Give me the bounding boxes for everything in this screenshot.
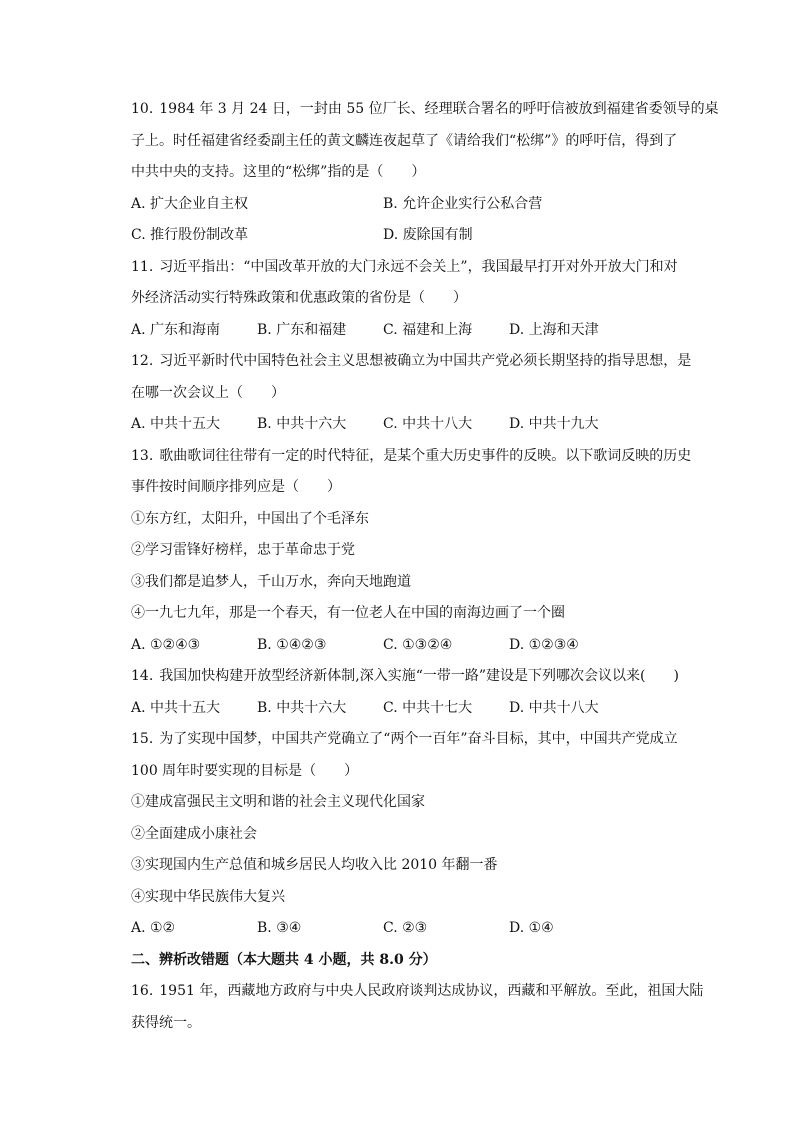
question-15 — [131, 724, 696, 945]
option-c: C. 中共十七大 — [383, 699, 473, 716]
goal-item: ③实现国内生产总值和城乡居民人均收入比 2010 年翻一番 — [131, 857, 498, 873]
question-text: 为了实现中国梦，中国共产党确立了“两个一百年”奋斗目标，其中，中国共产党成立 — [159, 731, 678, 747]
option-d: D. 中共十九大 — [509, 416, 599, 432]
option-d: D. 中共十八大 — [509, 699, 599, 716]
question-number: 15. — [131, 731, 154, 747]
question-text: 习近平指出：“中国改革开放的大门永远不会关上”，我国最早打开对外开放大门和对 — [159, 258, 678, 275]
question-text: 1984 年 3 月 24 日，一封由 55 位厂长、经理联合署名的呼吁信被放到福建省委领导的桌 — [159, 101, 719, 117]
question-16 — [131, 976, 704, 1039]
option-c: C. 中共十八大 — [383, 416, 473, 432]
goal-item: ①建成富强民主文明和谐的社会主义现代化国家 — [131, 794, 425, 810]
question-text: 外经济活动实行特殊政策和优惠政策的省份是（ ） — [131, 290, 467, 306]
section-heading: 二、辨析改错题（本大题共 4 小题，共 8.0 分） — [131, 951, 437, 968]
option-b: B. 广东和福建 — [257, 321, 347, 338]
option-a: A. 中共十五大 — [131, 416, 221, 432]
goal-item: ④实现中华民族伟大复兴 — [131, 888, 285, 905]
question-text: 我国加快构建开放型经济新体制,深入实施“一带一路”建设是下列哪次会议以来( ) — [159, 668, 679, 684]
option-c: C. 福建和上海 — [383, 321, 473, 338]
option-b: B. 允许企业实行公私合营 — [383, 195, 543, 212]
question-number: 10. — [131, 101, 154, 117]
option-a: A. 中共十五大 — [131, 699, 221, 716]
option-c: C. ②③ — [383, 920, 428, 936]
question-text: 子上。时任福建省经委副主任的黄文麟连夜起草了《请给我们“松绑”》的呼吁信，得到了 — [131, 132, 678, 149]
question-text: 事件按时间顺序排列应是（ ） — [131, 479, 341, 495]
option-d: D. ①④ — [509, 920, 554, 936]
question-text: 100 周年时要实现的目标是（ ） — [131, 762, 359, 779]
option-d: D. 上海和天津 — [509, 321, 599, 338]
question-10 — [131, 94, 719, 252]
lyric-item: ③我们都是追梦人，千山万水，奔向天地跑道 — [131, 573, 411, 590]
question-number: 14. — [131, 668, 154, 684]
option-a: A. 广东和海南 — [131, 321, 221, 338]
question-text: 获得统一。 — [131, 1014, 201, 1031]
option-b: B. ①④②③ — [257, 636, 327, 653]
option-a: A. ①②④③ — [131, 636, 201, 653]
option-b: B. 中共十六大 — [257, 699, 347, 716]
option-c: C. ①③②④ — [383, 636, 453, 653]
option-b: B. ③④ — [257, 920, 302, 936]
question-13 — [131, 441, 696, 662]
question-text: 在哪一次会议上（ ） — [131, 384, 285, 401]
option-c: C. 推行股份制改革 — [131, 227, 249, 243]
question-text: 习近平新时代中国特色社会主义思想被确立为中国共产党必须长期坚持的指导思想，是 — [159, 353, 692, 369]
question-12 — [131, 346, 696, 441]
question-text: 1951 年，西藏地方政府与中央人民政府谈判达成协议，西藏和平解放。至此，祖国大陆 — [159, 983, 704, 999]
goal-item: ②全面建成小康社会 — [131, 825, 257, 842]
lyric-item: ①东方红，太阳升，中国出了个毛泽东 — [131, 510, 369, 527]
question-number: 11. — [131, 258, 154, 275]
question-11 — [131, 252, 696, 347]
lyric-item: ④一九七九年，那是一个春天，有一位老人在中国的南海边画了一个圈 — [131, 605, 565, 621]
option-d: D. ①②③④ — [509, 636, 579, 653]
lyric-item: ②学习雷锋好榜样，忠于革命忠于党 — [131, 542, 355, 558]
question-text: 中共中央的支持。这里的“松绑”指的是（ ） — [131, 164, 426, 180]
option-d: D. 废除国有制 — [383, 227, 473, 243]
question-number: 13. — [131, 447, 154, 464]
question-14 — [131, 661, 696, 724]
option-a: A. 扩大企业自主权 — [131, 195, 249, 212]
exam-page — [131, 94, 719, 1039]
question-number: 12. — [131, 353, 154, 369]
option-a: A. ①② — [131, 920, 176, 936]
option-b: B. 中共十六大 — [257, 416, 347, 432]
question-number: 16. — [131, 983, 154, 999]
question-text: 歌曲歌词往往带有一定的时代特征，是某个重大历史事件的反映。以下歌词反映的历史 — [159, 447, 692, 464]
